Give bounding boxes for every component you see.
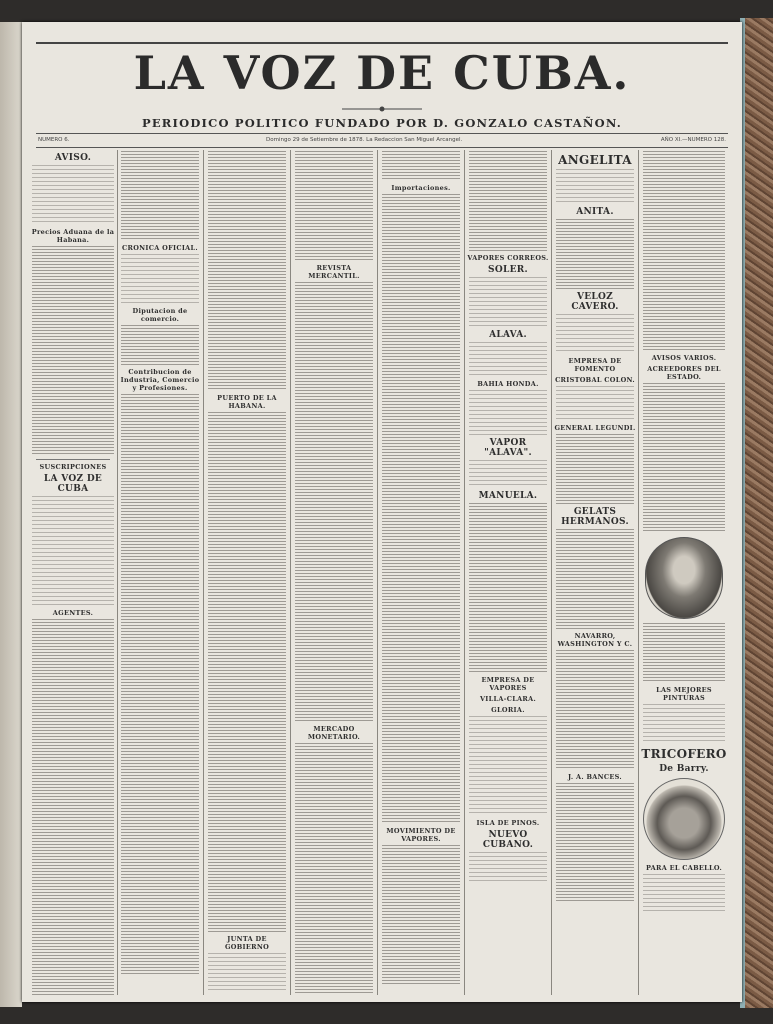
text-block [208, 151, 286, 391]
text-block [32, 165, 114, 225]
ad-caption: PARA EL CABELLO. [645, 864, 723, 872]
column-rule [290, 150, 291, 995]
text-block [208, 412, 286, 932]
ship-name: MANUELA. [478, 491, 538, 501]
newspaper-page [22, 22, 742, 1002]
text-block [643, 383, 725, 533]
section-heading: Precios Aduana de la Habana. [31, 228, 115, 244]
company-name: NAVARRO, WASHINGTON Y C. [557, 632, 633, 648]
masthead-subtitle: PERIODICO POLITICO FUNDADO POR D. GONZALO CASTAÑON. [141, 116, 623, 130]
masthead-title: LA VOZ DE CUBA. [133, 46, 631, 100]
dateline-right: AÑO XI.—NUMERO 128. [660, 137, 726, 143]
section-heading: AGENTES. [52, 609, 94, 617]
section-heading: Importaciones. [391, 184, 451, 192]
ship-name: GLORIA. [491, 706, 525, 714]
column-8 [641, 150, 727, 995]
section-heading: ACREEDORES DEL ESTADO. [647, 365, 721, 381]
ship-name: NUEVO CUBANO. [482, 830, 534, 850]
ship-name: BAHIA HONDA. [477, 380, 539, 388]
text-block [469, 390, 547, 435]
text-block [556, 434, 634, 504]
ship-name: VAPOR "ALAVA". [484, 438, 532, 458]
section-heading: MERCADO MONETARIO. [307, 725, 361, 741]
section-heading: MOVIMIENTO DE VAPORES. [386, 827, 456, 843]
text-block [556, 219, 634, 289]
text-block [295, 151, 373, 261]
text-block [32, 246, 114, 456]
section-heading: EMPRESA DE VAPORES [481, 676, 535, 692]
ad-title: TRICOFERO [641, 747, 727, 761]
text-block [121, 394, 199, 974]
section-heading: SUSCRIPCIONES [39, 463, 107, 471]
column-rule [551, 150, 552, 995]
text-block [556, 650, 634, 770]
column-1 [30, 150, 116, 995]
text-block [556, 386, 634, 421]
text-block [643, 874, 725, 914]
dateline-center: Domingo 29 de Setiembre de 1878. La Redaccion San Miguel Arcangel. [266, 137, 463, 143]
column-rule [117, 150, 118, 995]
column-2 [119, 150, 201, 995]
section-heading: JUNTA DE GOBIERNO [224, 935, 270, 951]
column-6 [467, 150, 549, 995]
dateline-bottom-rule [36, 147, 728, 148]
text-block [556, 314, 634, 354]
section-heading: CRONICA OFICIAL. [122, 244, 198, 252]
section-heading: Diputacion de comercio. [132, 307, 188, 323]
text-block [643, 623, 725, 683]
section-heading: ISLA DE PINOS. [476, 819, 540, 827]
marbled-cover [745, 18, 773, 1008]
text-block [121, 151, 199, 241]
portrait-engraving [645, 537, 723, 619]
brand-heading: LA VOZ DE CUBA [43, 474, 103, 494]
text-block [556, 783, 634, 903]
left-page-edge [0, 22, 22, 1007]
section-heading: Contribucion de Industria, Comercio y Profesiones. [120, 368, 200, 392]
column-7 [554, 150, 636, 995]
column-rule [377, 150, 378, 995]
column-4 [293, 150, 375, 995]
text-block [382, 845, 460, 985]
text-block [208, 953, 286, 993]
section-heading: AVISOS VARIOS. [651, 354, 717, 362]
dateline-top-rule [36, 133, 728, 134]
text-block [469, 151, 547, 251]
separator [36, 459, 110, 460]
column-3 [206, 150, 288, 995]
text-block [643, 704, 725, 744]
text-block [295, 282, 373, 722]
company-name: GELATS HERMANOS. [561, 507, 629, 527]
ship-name: VILLA-CLARA. [479, 695, 537, 703]
company-name: J. A. BANCES. [568, 773, 622, 781]
text-block [295, 743, 373, 993]
text-block [469, 460, 547, 488]
section-heading: VAPORES CORREOS. [467, 254, 549, 262]
top-rule [36, 42, 728, 44]
dateline [36, 135, 728, 147]
section-heading: EMPRESA DE FOMENTO [568, 357, 622, 373]
ship-name: ANGELITA [558, 153, 632, 167]
section-heading: PUERTO DE LA HABANA. [217, 394, 277, 410]
text-block [469, 503, 547, 673]
ship-name: ANITA. [576, 207, 614, 217]
text-block [469, 277, 547, 327]
ad-subtitle: De Barry. [659, 764, 709, 774]
column-rule [203, 150, 204, 995]
column-5 [380, 150, 462, 995]
vignette-engraving [643, 778, 725, 860]
ship-name: ALAVA. [489, 330, 527, 340]
text-block [469, 342, 547, 377]
section-heading: REVISTA MERCANTIL. [308, 264, 360, 280]
text-block [32, 496, 114, 606]
text-block [32, 619, 114, 995]
text-block [382, 151, 460, 181]
ship-name: VELOZ CAVERO. [571, 292, 619, 312]
column-rule [464, 150, 465, 995]
ship-name: SOLER. [488, 265, 528, 275]
text-block [556, 169, 634, 204]
text-block [121, 254, 199, 304]
text-block [382, 194, 460, 824]
ad-heading: LAS MEJORES PINTURAS [656, 686, 712, 702]
ship-name: CRISTOBAL COLON. [555, 376, 635, 384]
text-block [556, 529, 634, 629]
text-block [121, 325, 199, 365]
dateline-left: NUMERO 6. [38, 137, 70, 143]
ship-name: GENERAL LEGUNDI. [554, 424, 636, 432]
text-block [469, 716, 547, 816]
text-block [643, 151, 725, 351]
aviso-heading: AVISO. [54, 153, 92, 163]
text-block [469, 852, 547, 882]
column-rule [638, 150, 639, 995]
masthead-ornament [342, 104, 422, 114]
